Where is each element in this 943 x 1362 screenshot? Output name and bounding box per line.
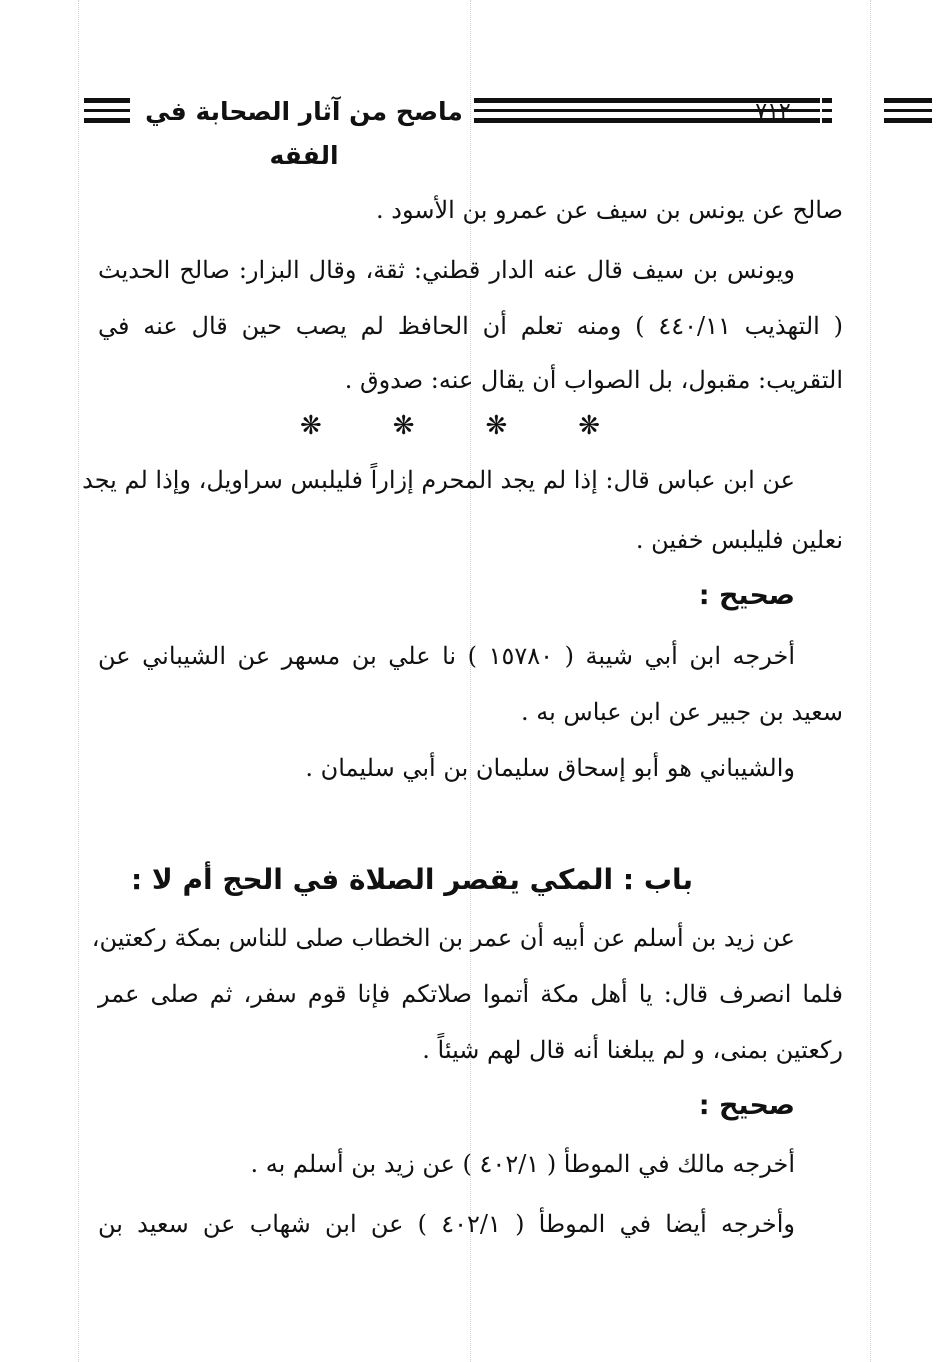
text-line: أخرجه ابن أبي شيبة ( ١٥٧٨٠ ) نا علي بن مسهر عن الشيباني عن	[98, 642, 796, 670]
text-line: نعلين فليلبس خفين .	[635, 526, 843, 554]
text-line: فلما انصرف قال: يا أهل مكة أتموا صلاتكم فإنا قوم سفر، ثم صلى عمر	[98, 980, 843, 1008]
section-separator	[300, 408, 600, 444]
page-number: ٧١٢	[755, 99, 791, 124]
running-header	[84, 90, 850, 170]
text-line: سعيد بن جبير عن ابن عباس به .	[521, 698, 843, 726]
grading-label: صحيح :	[698, 1090, 795, 1121]
star-ornament: ❋	[300, 411, 322, 441]
text-line: ويونس بن سيف قال عنه الدار قطني: ثقة، وقال البزار: صالح الحديث	[98, 256, 795, 284]
scan-dotted-line	[78, 0, 79, 1362]
star-ornament: ❋	[485, 411, 508, 441]
text-line: أخرجه مالك في الموطأ ( ٤٠٢/١ ) عن زيد بن أسلم به .	[250, 1150, 795, 1178]
grading-label: صحيح :	[698, 580, 795, 611]
text-line: ( التهذيب ٤٤٠/١١ ) ومنه تعلم أن الحافظ لم يصب حين قال عنه في	[98, 312, 843, 340]
chapter-heading: باب : المكي يقصر الصلاة في الحج أم لا :	[130, 863, 693, 896]
star-ornament: ❋	[578, 411, 600, 441]
text-line: التقريب: مقبول، بل الصواب أن يقال عنه: صدوق .	[344, 366, 843, 394]
header-rule-small	[822, 98, 832, 123]
text-line: عن زيد بن أسلم عن أبيه أن عمر بن الخطاب صلى للناس بمكة ركعتين،	[91, 924, 795, 952]
text-line: والشيباني هو أبو إسحاق سليمان بن أبي سليمان .	[305, 754, 795, 782]
text-line: ركعتين بمنى، و لم يبلغنا أنه قال لهم شيئاً .	[422, 1036, 843, 1064]
scan-dotted-line	[870, 0, 871, 1362]
text-line: وأخرجه أيضا في الموطأ ( ٤٠٢/١ ) عن ابن شهاب عن سعيد بن	[98, 1210, 795, 1238]
text-line: عن ابن عباس قال: إذا لم يجد المحرم إزاراً فليلبس سراويل، وإذا لم يجد	[82, 466, 795, 494]
text-line: صالح عن يونس بن سيف عن عمرو بن الأسود .	[376, 196, 843, 224]
star-ornament: ❋	[392, 411, 415, 441]
header-title: ماصح من آثار الصحابة في الفقه	[145, 97, 463, 170]
header-rule-right	[884, 98, 932, 123]
header-rule-left	[84, 98, 130, 123]
